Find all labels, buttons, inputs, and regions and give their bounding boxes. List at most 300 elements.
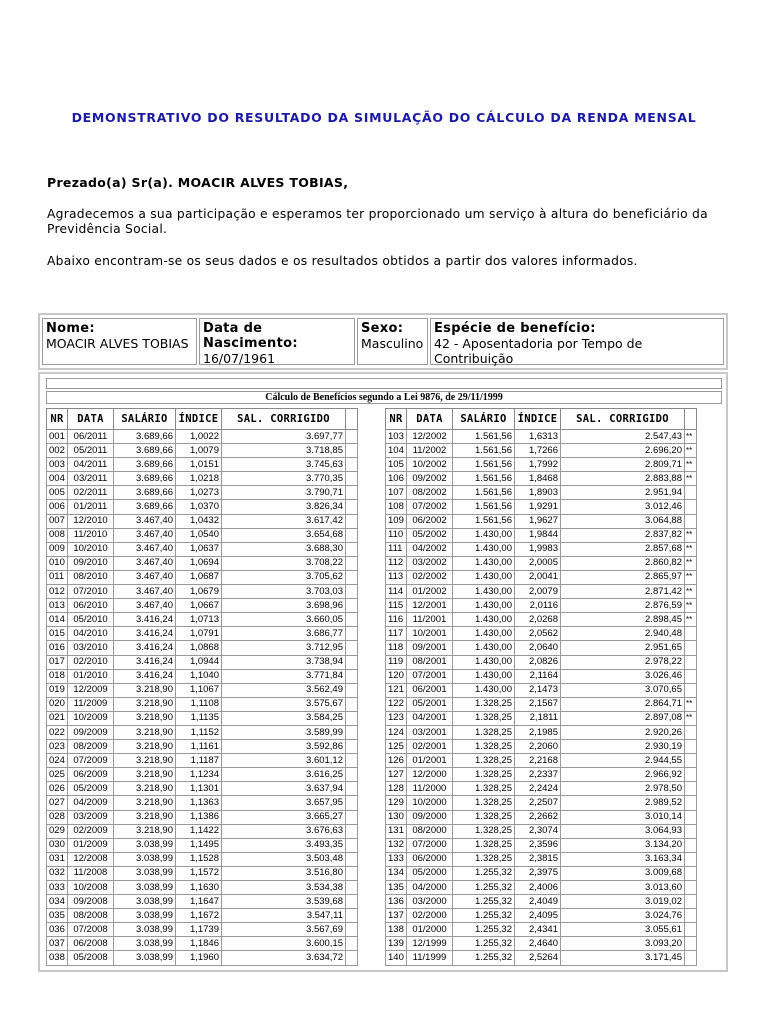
table-row bbox=[47, 528, 358, 542]
index-cell: 1,0079 bbox=[176, 444, 222, 458]
corrected-salary-cell: 3.070,65 bbox=[561, 683, 685, 697]
salary-cell: 3.218,90 bbox=[114, 768, 176, 782]
nr-cell: 035 bbox=[47, 909, 68, 923]
flag-cell bbox=[346, 613, 358, 627]
nr-cell: 113 bbox=[386, 570, 407, 584]
corrected-salary-cell: 2.951,94 bbox=[561, 486, 685, 500]
nr-cell: 037 bbox=[47, 937, 68, 951]
index-cell: 2,1985 bbox=[515, 725, 561, 739]
flag-cell bbox=[346, 810, 358, 824]
flag-cell bbox=[346, 725, 358, 739]
corrected-salary-cell: 3.634,72 bbox=[222, 951, 346, 965]
date-cell: 11/1999 bbox=[407, 951, 453, 965]
corrected-salary-cell: 3.790,71 bbox=[222, 486, 346, 500]
date-cell: 04/2009 bbox=[68, 796, 114, 810]
salary-cell: 1.328,25 bbox=[453, 697, 515, 711]
flag-cell bbox=[346, 655, 358, 669]
nr-cell: 120 bbox=[386, 669, 407, 683]
salary-cell: 1.328,25 bbox=[453, 796, 515, 810]
date-cell: 10/2000 bbox=[407, 796, 453, 810]
date-cell: 12/2008 bbox=[68, 852, 114, 866]
index-cell: 1,0218 bbox=[176, 472, 222, 486]
date-cell: 04/2010 bbox=[68, 627, 114, 641]
table-row bbox=[386, 514, 697, 528]
salary-cell: 3.218,90 bbox=[114, 697, 176, 711]
sex-value: Masculino bbox=[361, 336, 424, 351]
date-cell: 09/2009 bbox=[68, 725, 114, 739]
page-title: DEMONSTRATIVO DO RESULTADO DA SIMULAÇÃO DO CÁLCULO DA RENDA MENSAL bbox=[71, 110, 697, 125]
corrected-salary-cell: 3.718,85 bbox=[222, 444, 346, 458]
salary-cell: 1.255,32 bbox=[453, 909, 515, 923]
table-row bbox=[47, 824, 358, 838]
nr-cell: 116 bbox=[386, 613, 407, 627]
corrected-salary-cell: 3.745,63 bbox=[222, 458, 346, 472]
corrected-salary-cell: 3.539,68 bbox=[222, 895, 346, 909]
date-cell: 10/2001 bbox=[407, 627, 453, 641]
flag-cell: ** bbox=[685, 697, 697, 711]
date-cell: 09/2008 bbox=[68, 895, 114, 909]
table-row bbox=[386, 627, 697, 641]
corrected-salary-cell: 2.696,20 bbox=[561, 444, 685, 458]
table-row bbox=[386, 430, 697, 444]
index-cell: 1,0540 bbox=[176, 528, 222, 542]
index-cell: 1,0713 bbox=[176, 613, 222, 627]
index-cell: 1,0273 bbox=[176, 486, 222, 500]
salary-cell: 3.416,24 bbox=[114, 669, 176, 683]
table-row bbox=[47, 725, 358, 739]
index-cell: 1,7266 bbox=[515, 444, 561, 458]
flag-cell: ** bbox=[685, 472, 697, 486]
date-cell: 05/2011 bbox=[68, 444, 114, 458]
salary-cell: 1.430,00 bbox=[453, 585, 515, 599]
flag-cell bbox=[685, 740, 697, 754]
index-cell: 1,9844 bbox=[515, 528, 561, 542]
corrected-salary-cell: 3.064,88 bbox=[561, 514, 685, 528]
index-cell: 1,1067 bbox=[176, 683, 222, 697]
date-cell: 01/2009 bbox=[68, 838, 114, 852]
nr-cell: 121 bbox=[386, 683, 407, 697]
nr-cell: 138 bbox=[386, 923, 407, 937]
salary-cell: 3.038,99 bbox=[114, 866, 176, 880]
table-row bbox=[386, 641, 697, 655]
name-label: Nome: bbox=[46, 321, 95, 336]
index-cell: 2,4095 bbox=[515, 909, 561, 923]
date-cell: 04/2000 bbox=[407, 881, 453, 895]
salary-cell: 1.561,56 bbox=[453, 514, 515, 528]
date-cell: 01/2010 bbox=[68, 669, 114, 683]
index-cell: 2,3975 bbox=[515, 866, 561, 880]
salary-cell: 3.038,99 bbox=[114, 838, 176, 852]
nr-cell: 023 bbox=[47, 740, 68, 754]
nr-cell: 132 bbox=[386, 838, 407, 852]
corrected-salary-cell: 2.865,97 bbox=[561, 570, 685, 584]
salary-cell: 1.561,56 bbox=[453, 486, 515, 500]
date-cell: 07/2008 bbox=[68, 923, 114, 937]
nr-cell: 008 bbox=[47, 528, 68, 542]
corrected-salary-cell: 3.637,94 bbox=[222, 782, 346, 796]
salary-cell: 3.038,99 bbox=[114, 881, 176, 895]
salary-cell: 1.430,00 bbox=[453, 627, 515, 641]
nr-cell: 015 bbox=[47, 627, 68, 641]
corrected-salary-cell: 3.660,05 bbox=[222, 613, 346, 627]
date-cell: 07/2009 bbox=[68, 754, 114, 768]
flag-cell: ** bbox=[685, 585, 697, 599]
table-row bbox=[47, 486, 358, 500]
index-cell: 1,0151 bbox=[176, 458, 222, 472]
table-row bbox=[47, 585, 358, 599]
date-cell: 04/2011 bbox=[68, 458, 114, 472]
corrected-salary-cell: 3.493,35 bbox=[222, 838, 346, 852]
salary-cell: 3.689,66 bbox=[114, 486, 176, 500]
salary-cell: 1.255,32 bbox=[453, 937, 515, 951]
nr-cell: 131 bbox=[386, 824, 407, 838]
nr-cell: 004 bbox=[47, 472, 68, 486]
flag-cell bbox=[346, 697, 358, 711]
salary-cell: 1.430,00 bbox=[453, 599, 515, 613]
flag-cell bbox=[685, 923, 697, 937]
index-cell: 2,4049 bbox=[515, 895, 561, 909]
nr-cell: 114 bbox=[386, 585, 407, 599]
salary-cell: 3.689,66 bbox=[114, 444, 176, 458]
name-value: MOACIR ALVES TOBIAS bbox=[46, 336, 189, 351]
nr-cell: 134 bbox=[386, 866, 407, 880]
table-row bbox=[386, 697, 697, 711]
date-cell: 11/2000 bbox=[407, 782, 453, 796]
salary-cell: 3.218,90 bbox=[114, 796, 176, 810]
table-row bbox=[386, 937, 697, 951]
nr-cell: 011 bbox=[47, 570, 68, 584]
sex-cell bbox=[357, 318, 428, 365]
index-cell: 1,8468 bbox=[515, 472, 561, 486]
corrected-salary-cell: 3.547,11 bbox=[222, 909, 346, 923]
date-cell: 06/2000 bbox=[407, 852, 453, 866]
corrected-salary-cell: 3.600,15 bbox=[222, 937, 346, 951]
nr-cell: 010 bbox=[47, 556, 68, 570]
flag-cell bbox=[346, 951, 358, 965]
table-row bbox=[47, 542, 358, 556]
salary-cell: 1.561,56 bbox=[453, 430, 515, 444]
table-row bbox=[386, 556, 697, 570]
table-row bbox=[47, 500, 358, 514]
nr-cell: 003 bbox=[47, 458, 68, 472]
date-cell: 06/2002 bbox=[407, 514, 453, 528]
date-cell: 10/2009 bbox=[68, 711, 114, 725]
flag-cell bbox=[346, 641, 358, 655]
corrected-salary-cell: 3.013,60 bbox=[561, 881, 685, 895]
date-cell: 11/2008 bbox=[68, 866, 114, 880]
date-cell: 09/2000 bbox=[407, 810, 453, 824]
flag-cell bbox=[346, 866, 358, 880]
table-row bbox=[47, 768, 358, 782]
date-cell: 05/2008 bbox=[68, 951, 114, 965]
nr-cell: 019 bbox=[47, 683, 68, 697]
salary-cell: 1.561,56 bbox=[453, 472, 515, 486]
date-cell: 06/2008 bbox=[68, 937, 114, 951]
index-cell: 2,1164 bbox=[515, 669, 561, 683]
corrected-salary-cell: 3.064,93 bbox=[561, 824, 685, 838]
salary-cell: 1.561,56 bbox=[453, 458, 515, 472]
table-row bbox=[47, 683, 358, 697]
index-cell: 1,0694 bbox=[176, 556, 222, 570]
header-sal-corrigido: SAL. CORRIGIDO bbox=[222, 409, 346, 430]
index-cell: 1,1672 bbox=[176, 909, 222, 923]
salary-cell: 1.561,56 bbox=[453, 500, 515, 514]
date-cell: 07/2000 bbox=[407, 838, 453, 852]
table-row bbox=[386, 683, 697, 697]
index-cell: 1,0679 bbox=[176, 585, 222, 599]
flag-cell: ** bbox=[685, 599, 697, 613]
corrected-salary-cell: 3.163,34 bbox=[561, 852, 685, 866]
salary-cell: 3.038,99 bbox=[114, 951, 176, 965]
table-row bbox=[47, 599, 358, 613]
nr-cell: 016 bbox=[47, 641, 68, 655]
index-cell: 1,1739 bbox=[176, 923, 222, 937]
salary-cell: 1.430,00 bbox=[453, 683, 515, 697]
date-cell: 05/2009 bbox=[68, 782, 114, 796]
table-row bbox=[386, 923, 697, 937]
index-cell: 1,1108 bbox=[176, 697, 222, 711]
corrected-salary-cell: 2.837,82 bbox=[561, 528, 685, 542]
table-row bbox=[386, 909, 697, 923]
index-cell: 1,1135 bbox=[176, 711, 222, 725]
date-cell: 04/2002 bbox=[407, 542, 453, 556]
corrected-salary-cell: 3.770,35 bbox=[222, 472, 346, 486]
corrected-salary-cell: 2.898,45 bbox=[561, 613, 685, 627]
table-row bbox=[386, 810, 697, 824]
corrected-salary-cell: 3.171,45 bbox=[561, 951, 685, 965]
nr-cell: 117 bbox=[386, 627, 407, 641]
corrected-salary-cell: 3.686,77 bbox=[222, 627, 346, 641]
nr-cell: 123 bbox=[386, 711, 407, 725]
table-row bbox=[47, 556, 358, 570]
nr-cell: 103 bbox=[386, 430, 407, 444]
salary-cell: 3.467,40 bbox=[114, 528, 176, 542]
table-header-row bbox=[386, 409, 697, 430]
flag-cell bbox=[685, 782, 697, 796]
header-indice: ÍNDICE bbox=[515, 409, 561, 430]
index-cell: 1,1495 bbox=[176, 838, 222, 852]
table-row bbox=[47, 613, 358, 627]
index-cell: 1,8903 bbox=[515, 486, 561, 500]
corrected-salary-cell: 3.712,95 bbox=[222, 641, 346, 655]
salary-cell: 3.416,24 bbox=[114, 655, 176, 669]
flag-cell bbox=[346, 585, 358, 599]
salary-cell: 3.416,24 bbox=[114, 613, 176, 627]
flag-cell bbox=[346, 500, 358, 514]
date-cell: 01/2001 bbox=[407, 754, 453, 768]
date-cell: 09/2010 bbox=[68, 556, 114, 570]
date-cell: 12/1999 bbox=[407, 937, 453, 951]
nr-cell: 139 bbox=[386, 937, 407, 951]
salary-cell: 1.430,00 bbox=[453, 542, 515, 556]
salary-cell: 1.328,25 bbox=[453, 810, 515, 824]
calculation-panel bbox=[38, 372, 728, 972]
flag-cell bbox=[346, 528, 358, 542]
salary-cell: 3.467,40 bbox=[114, 585, 176, 599]
nr-cell: 136 bbox=[386, 895, 407, 909]
flag-cell bbox=[685, 838, 697, 852]
table-row bbox=[386, 599, 697, 613]
index-cell: 2,4640 bbox=[515, 937, 561, 951]
salary-cell: 3.467,40 bbox=[114, 599, 176, 613]
date-cell: 11/2001 bbox=[407, 613, 453, 627]
birth-date-cell bbox=[199, 318, 355, 365]
nr-cell: 140 bbox=[386, 951, 407, 965]
corrected-salary-cell: 2.809,71 bbox=[561, 458, 685, 472]
date-cell: 10/2008 bbox=[68, 881, 114, 895]
index-cell: 1,1152 bbox=[176, 725, 222, 739]
date-cell: 08/2002 bbox=[407, 486, 453, 500]
index-cell: 1,0637 bbox=[176, 542, 222, 556]
table-row bbox=[386, 782, 697, 796]
date-cell: 08/2008 bbox=[68, 909, 114, 923]
table-row bbox=[386, 866, 697, 880]
corrected-salary-cell: 3.010,14 bbox=[561, 810, 685, 824]
corrected-salary-cell: 3.584,25 bbox=[222, 711, 346, 725]
benefit-type-cell bbox=[430, 318, 724, 365]
table-row bbox=[386, 796, 697, 810]
flag-cell bbox=[685, 824, 697, 838]
table-row bbox=[386, 852, 697, 866]
index-cell: 2,0640 bbox=[515, 641, 561, 655]
flag-cell bbox=[346, 923, 358, 937]
date-cell: 01/2000 bbox=[407, 923, 453, 937]
corrected-salary-cell: 3.093,20 bbox=[561, 937, 685, 951]
index-cell: 1,1386 bbox=[176, 810, 222, 824]
date-cell: 03/2010 bbox=[68, 641, 114, 655]
table-row bbox=[386, 754, 697, 768]
date-cell: 05/2002 bbox=[407, 528, 453, 542]
corrected-salary-cell: 2.871,42 bbox=[561, 585, 685, 599]
nr-cell: 129 bbox=[386, 796, 407, 810]
flag-cell: ** bbox=[685, 711, 697, 725]
nr-cell: 026 bbox=[47, 782, 68, 796]
nr-cell: 104 bbox=[386, 444, 407, 458]
nr-cell: 022 bbox=[47, 725, 68, 739]
nr-cell: 038 bbox=[47, 951, 68, 965]
date-cell: 03/2011 bbox=[68, 472, 114, 486]
corrected-salary-cell: 3.024,76 bbox=[561, 909, 685, 923]
corrected-salary-cell: 2.883,88 bbox=[561, 472, 685, 486]
index-cell: 2,0268 bbox=[515, 613, 561, 627]
salary-cell: 3.218,90 bbox=[114, 782, 176, 796]
index-cell: 2,0041 bbox=[515, 570, 561, 584]
index-cell: 2,2060 bbox=[515, 740, 561, 754]
name-cell bbox=[42, 318, 197, 365]
table-row bbox=[47, 866, 358, 880]
date-cell: 03/2002 bbox=[407, 556, 453, 570]
corrected-salary-cell: 3.665,27 bbox=[222, 810, 346, 824]
salary-table-left bbox=[46, 408, 358, 966]
index-cell: 2,2424 bbox=[515, 782, 561, 796]
nr-cell: 124 bbox=[386, 725, 407, 739]
nr-cell: 127 bbox=[386, 768, 407, 782]
nr-cell: 013 bbox=[47, 599, 68, 613]
nr-cell: 027 bbox=[47, 796, 68, 810]
corrected-salary-cell: 3.826,34 bbox=[222, 500, 346, 514]
date-cell: 05/2001 bbox=[407, 697, 453, 711]
flag-cell bbox=[346, 570, 358, 584]
salary-cell: 3.689,66 bbox=[114, 430, 176, 444]
nr-cell: 111 bbox=[386, 542, 407, 556]
flag-cell bbox=[685, 866, 697, 880]
table-row bbox=[386, 824, 697, 838]
salary-cell: 3.467,40 bbox=[114, 514, 176, 528]
salary-cell: 3.218,90 bbox=[114, 725, 176, 739]
corrected-salary-cell: 3.708,22 bbox=[222, 556, 346, 570]
salary-cell: 1.255,32 bbox=[453, 866, 515, 880]
index-cell: 1,1846 bbox=[176, 937, 222, 951]
index-cell: 1,1161 bbox=[176, 740, 222, 754]
flag-cell bbox=[346, 430, 358, 444]
table-row bbox=[47, 852, 358, 866]
flag-cell bbox=[346, 627, 358, 641]
index-cell: 2,2337 bbox=[515, 768, 561, 782]
index-cell: 2,0079 bbox=[515, 585, 561, 599]
index-cell: 1,1647 bbox=[176, 895, 222, 909]
index-cell: 1,1363 bbox=[176, 796, 222, 810]
corrected-salary-cell: 2.864,71 bbox=[561, 697, 685, 711]
date-cell: 05/2000 bbox=[407, 866, 453, 880]
benefit-type-label: Espécie de benefício: bbox=[434, 321, 596, 336]
flag-cell bbox=[685, 895, 697, 909]
nr-cell: 118 bbox=[386, 641, 407, 655]
salary-cell: 1.561,56 bbox=[453, 444, 515, 458]
header-sal-corrigido: SAL. CORRIGIDO bbox=[561, 409, 685, 430]
index-cell: 1,1422 bbox=[176, 824, 222, 838]
date-cell: 05/2010 bbox=[68, 613, 114, 627]
corrected-salary-cell: 3.503,48 bbox=[222, 852, 346, 866]
blank-row bbox=[46, 378, 722, 389]
flag-cell: ** bbox=[685, 528, 697, 542]
header-flag bbox=[685, 409, 697, 430]
index-cell: 2,1567 bbox=[515, 697, 561, 711]
flag-cell bbox=[346, 937, 358, 951]
salary-cell: 3.038,99 bbox=[114, 909, 176, 923]
corrected-salary-cell: 3.575,67 bbox=[222, 697, 346, 711]
salary-cell: 1.430,00 bbox=[453, 556, 515, 570]
flag-cell bbox=[685, 951, 697, 965]
table-row bbox=[386, 838, 697, 852]
flag-cell bbox=[685, 655, 697, 669]
date-cell: 02/2000 bbox=[407, 909, 453, 923]
nr-cell: 137 bbox=[386, 909, 407, 923]
salary-cell: 1.328,25 bbox=[453, 782, 515, 796]
table-row bbox=[386, 669, 697, 683]
header-nr: NR bbox=[47, 409, 68, 430]
date-cell: 02/2009 bbox=[68, 824, 114, 838]
salary-cell: 3.218,90 bbox=[114, 683, 176, 697]
flag-cell: ** bbox=[685, 444, 697, 458]
date-cell: 10/2010 bbox=[68, 542, 114, 556]
nr-cell: 135 bbox=[386, 881, 407, 895]
table-row bbox=[386, 740, 697, 754]
date-cell: 01/2011 bbox=[68, 500, 114, 514]
salary-cell: 1.430,00 bbox=[453, 528, 515, 542]
date-cell: 03/2009 bbox=[68, 810, 114, 824]
index-cell: 1,1301 bbox=[176, 782, 222, 796]
nr-cell: 110 bbox=[386, 528, 407, 542]
flag-cell bbox=[346, 444, 358, 458]
index-cell: 2,4006 bbox=[515, 881, 561, 895]
index-cell: 2,1473 bbox=[515, 683, 561, 697]
table-row bbox=[47, 782, 358, 796]
index-cell: 1,7992 bbox=[515, 458, 561, 472]
flag-cell bbox=[346, 542, 358, 556]
benefit-type-value: 42 - Aposentadoria por Tempo de Contribuição bbox=[434, 336, 643, 366]
flag-cell bbox=[346, 514, 358, 528]
salary-cell: 1.328,25 bbox=[453, 768, 515, 782]
